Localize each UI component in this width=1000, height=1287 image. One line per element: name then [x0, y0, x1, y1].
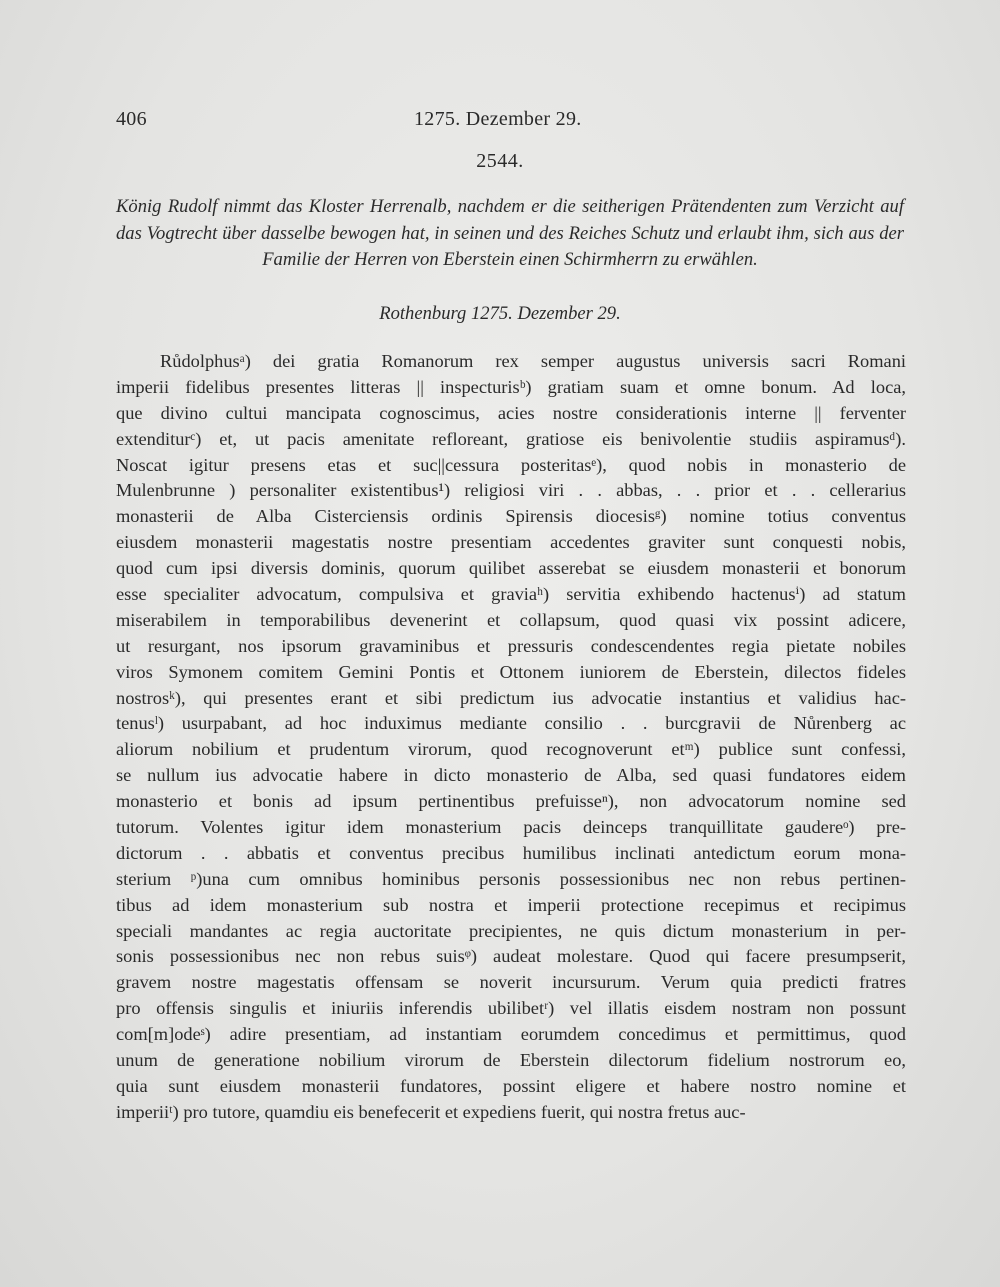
text-line: nostrosᵏ), qui presentes erant et sibi predictum ius advocatie instantius et validius hac- [116, 687, 906, 708]
text-line: monasterii de Alba Cisterciensis ordinis Spirensis diocesisᵍ) nomine totius conventus [116, 506, 906, 527]
text-line: ut resurgant, nos ipsorum gravaminibus et pressuris condescendentes regia pietate nobiles [116, 635, 906, 656]
text-line: tutorum. Volentes igitur idem monasterium pacis deinceps tranquillitate gaudereᵒ) pre- [116, 817, 906, 838]
text-line: Růdolphusᵃ) dei gratia Romanorum rex semper augustus universis sacri Romani [160, 351, 906, 371]
text-line: imperiiᵗ) pro tutore, quamdiu eis benefecerit et expediens fuerit, qui nostra fretus auc- [116, 1101, 746, 1122]
text-line: esse specialiter advocatum, compulsiva et graviaʰ) servitia exhibendo hactenusⁱ) ad statum [116, 584, 906, 605]
document-number: 2544. [476, 150, 524, 172]
charter-text [116, 349, 906, 1126]
dateline: Rothenburg 1275. Dezember 29. [379, 303, 621, 324]
text-line: Noscat igitur presens etas et suc||cessura posteritasᵉ), quod nobis in monasterio de [116, 454, 906, 475]
text-line: viros Symonem comitem Gemini Pontis et Ottonem iuniorem de Eberstein, dilectos fideles [116, 661, 906, 682]
text-line: pro offensis singulis et iniuriis inferendis ubilibetʳ) vel illatis eisdem nostram non possunt [116, 998, 906, 1019]
text-line: gravem nostre magestatis offensam se noverit incursurum. Verum quia predicti fratres [116, 972, 906, 993]
text-line: tibus ad idem monasterium sub nostra et imperii protectione recepimus et recipimus [116, 894, 906, 915]
text-line: extenditurᶜ) et, ut pacis amenitate refloreant, gratiose eis benivolentie studiis aspiramusᵈ). [116, 428, 906, 449]
page-number: 406 [116, 108, 147, 130]
text-line: unum de generatione nobilium virorum de Eberstein dilectorum fidelium nostrorum eo, [116, 1050, 906, 1071]
document-summary: König Rudolf nimmt das Kloster Herrenalb, nachdem er die seitherigen Prätendenten zum Verzicht auf das Vogtrecht über dasselbe bewogen hat, in seinen und des Reiches Schutz und erlaubt ihm, sich aus der Familie der Herren von Eberstein einen Schirmherrn zu erwählen. [116, 196, 904, 270]
text-line: se nullum ius advocatie habere in dicto monasterio de Alba, sed quasi fundatores eidem [116, 765, 906, 786]
text-line: quod cum ipsi diversis dominis, quorum quilibet asserebat se eiusdem monasterii et bonorum [116, 558, 906, 579]
text-line: sonis possessionibus nec non rebus suisᵠ) audeat molestare. Quod qui facere presumpserit, [116, 946, 906, 967]
page-header [116, 108, 906, 138]
text-line: Mulenbrunne ) personaliter existentibus¹) religiosi viri . . abbas, . . prior et . . cellerarius [116, 480, 906, 501]
text-line: quia sunt eiusdem monasterii fundatores, possint eligere et habere nostro nomine et [116, 1075, 906, 1096]
text-line: dictorum . . abbatis et conventus precibus humilibus inclinati antedictum eorum mona- [116, 842, 906, 863]
text-line: monasterio et bonis ad ipsum pertinentibus prefuisseⁿ), non advocatorum nomine sed [116, 791, 906, 812]
text-line: imperii fidelibus presentes litteras || inspecturisᵇ) gratiam suam et omne bonum. Ad loca, [116, 376, 906, 397]
text-line: sterium ᵖ)una cum omnibus hominibus personis possessionibus nec non rebus pertinen- [116, 868, 906, 889]
text-line: speciali mandantes ac regia auctoritate precipientes, ne quis dictum monasterium in per- [116, 920, 906, 941]
text-line: eiusdem monasterii magestatis nostre presentiam accedentes graviter sunt conquesti nobis, [116, 532, 906, 553]
text-line: aliorum nobilium et prudentum virorum, quod recognoverunt etᵐ) publice sunt confessi, [116, 739, 906, 760]
text-line: que divino cultui mancipata cognoscimus, acies nostre considerationis interne || ferventer [116, 402, 906, 423]
running-head: 1275. Dezember 29. [414, 108, 582, 130]
text-line: tenusˡ) usurpabant, ad hoc induximus mediante consilio . . burcgravii de Nůrenberg ac [116, 713, 906, 734]
text-line: miserabilem in temporabilibus devenerint et collapsum, quod quasi vix possint adicere, [116, 609, 906, 630]
text-line: com[m]odeˢ) adire presentiam, ad instantiam eorumdem concedimus et permittimus, quod [116, 1024, 906, 1045]
